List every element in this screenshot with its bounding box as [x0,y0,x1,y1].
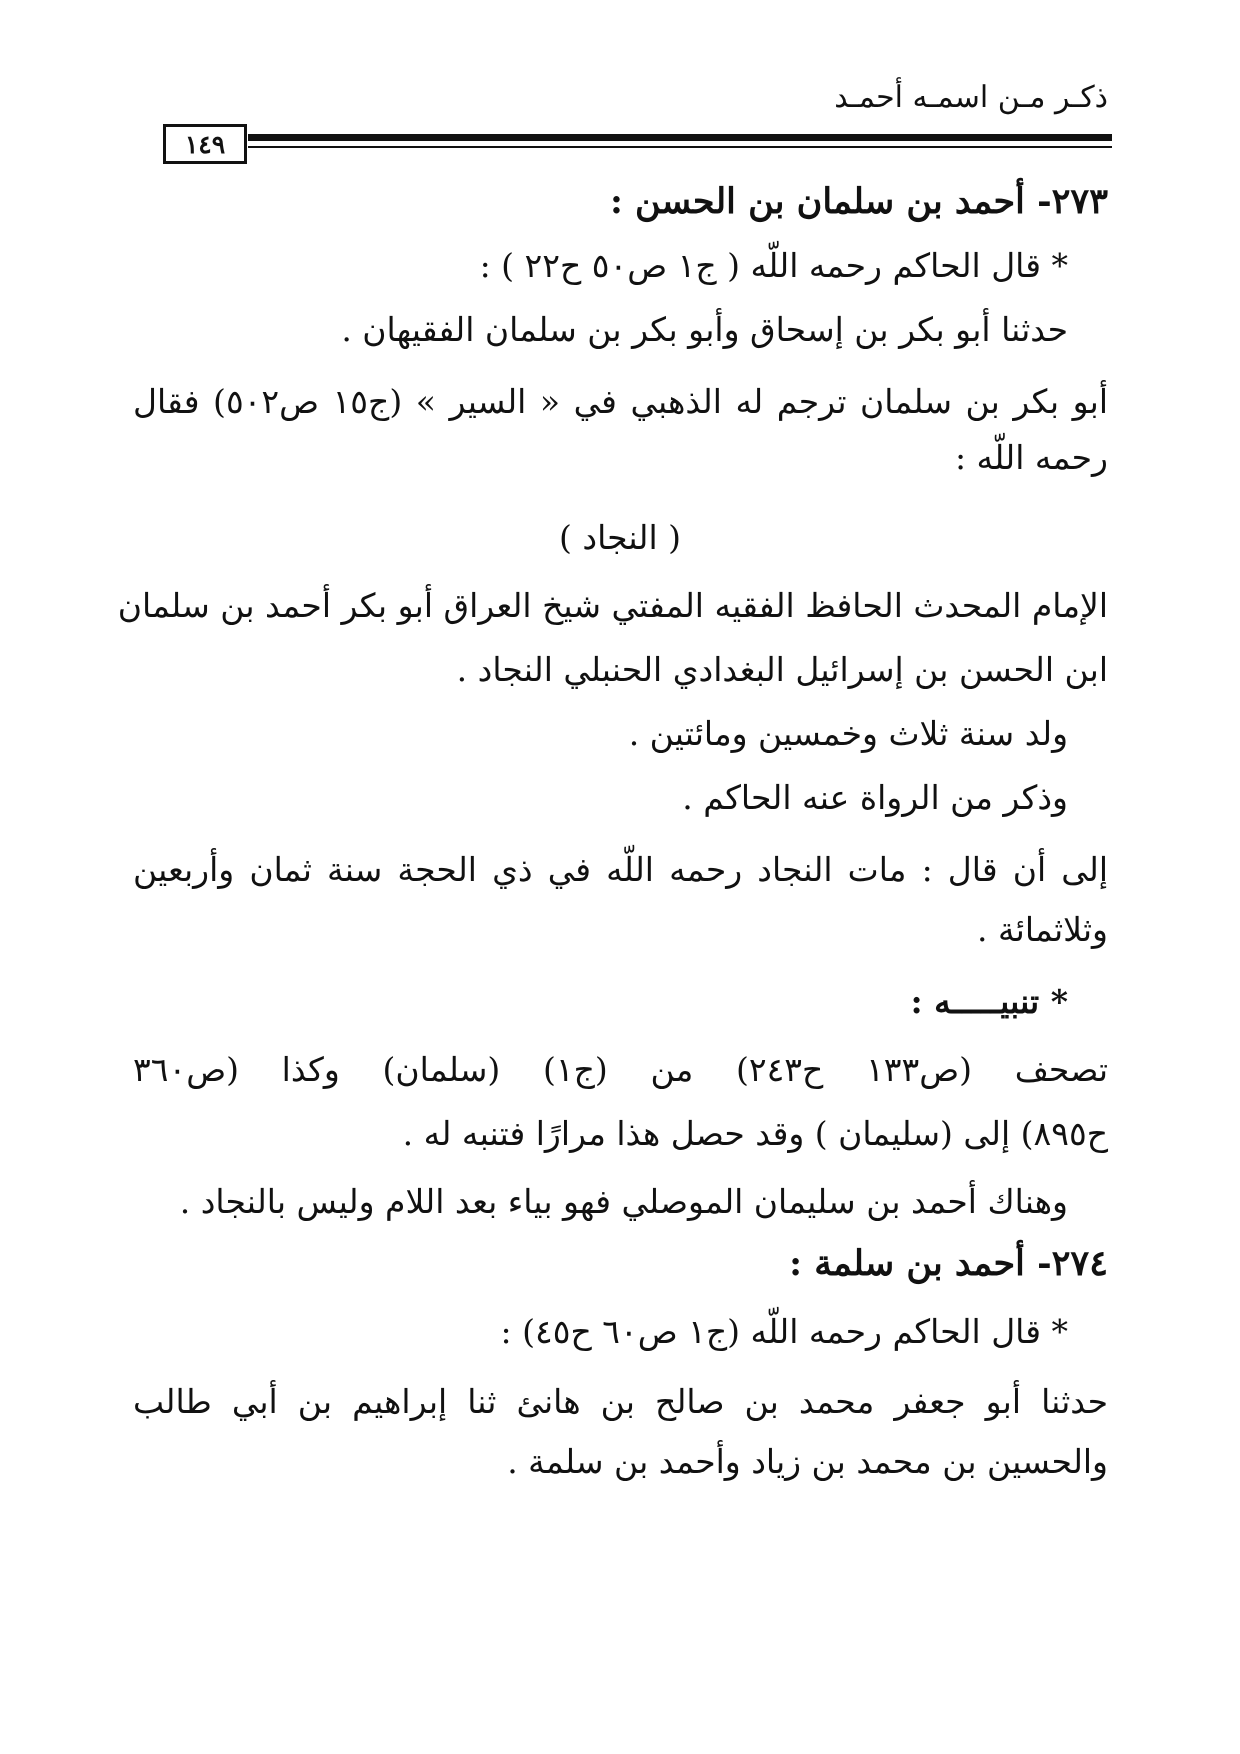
paragraph-2-line-2: رحمه اللّه : [954,438,1108,477]
paragraph-5: وذكر من الرواة عنه الحاكم . [682,778,1068,817]
paragraph-9-line-2: والحسين بن محمد بن زياد وأحمد بن سلمة . [507,1442,1108,1481]
paragraph-7-line-2: ح٨٩٥) إلى (سليمان ) وقد حصل هذا مرارًا فتنبه له . [402,1114,1108,1153]
paragraph-2-line-1: أبو بكر بن سلمان ترجم له الذهبي في « السير » (ج١٥ ص٥٠٢) فقال [133,382,1108,421]
hakim-reference-1: * قال الحاكم رحمه اللّه ( ج١ ص٥٠ ح٢٢ ) : [479,246,1068,285]
paragraph-4: ولد سنة ثلاث وخمسين ومائتين . [628,714,1068,753]
paragraph-6-line-2: وثلاثمائة . [977,910,1108,949]
paragraph-3-line-2: ابن الحسن بن إسرائيل البغدادي الحنبلي النجاد . [456,650,1108,689]
running-title: ذكـر مـن اسمـه أحمـد [834,80,1108,115]
entry-273-heading: ٢٧٣- أحمد بن سلمان بن الحسن : [609,181,1108,222]
paragraph-1: حدثنا أبو بكر بن إسحاق وأبو بكر بن سلمان الفقيهان . [341,310,1068,349]
paragraph-8: وهناك أحمد بن سليمان الموصلي فهو بياء بعد اللام وليس بالنجاد . [179,1182,1068,1221]
paragraph-7-line-1: تصحف (ص١٣٣ ح٢٤٣) من (ج١) (سلمان) وكذا (ص٣٦٠ [133,1050,1109,1089]
paragraph-6-line-1: إلى أن قال : مات النجاد رحمه اللّه في ذي الحجة سنة ثمان وأربعين [133,850,1108,889]
paragraph-9-line-1: حدثنا أبو جعفر محمد بن صالح بن هانئ ثنا إبراهيم بن أبي طالب [133,1382,1108,1421]
header-rule-thin [248,146,1112,148]
page-number: ١٤٩ [163,124,247,164]
entry-274-heading: ٢٧٤- أحمد بن سلمة : [789,1243,1108,1284]
hakim-reference-2: * قال الحاكم رحمه اللّه (ج١ ص٦٠ ح٤٥) : [500,1312,1068,1351]
paragraph-3-line-1: الإمام المحدث الحافظ الفقيه المفتي شيخ العراق أبو بكر أحمد بن سلمان [117,586,1108,625]
najjad-title: ( النجاد ) [559,518,681,557]
header-rule-thick [248,134,1112,141]
tanbih-heading: * تنبيـــــه : [910,982,1068,1021]
